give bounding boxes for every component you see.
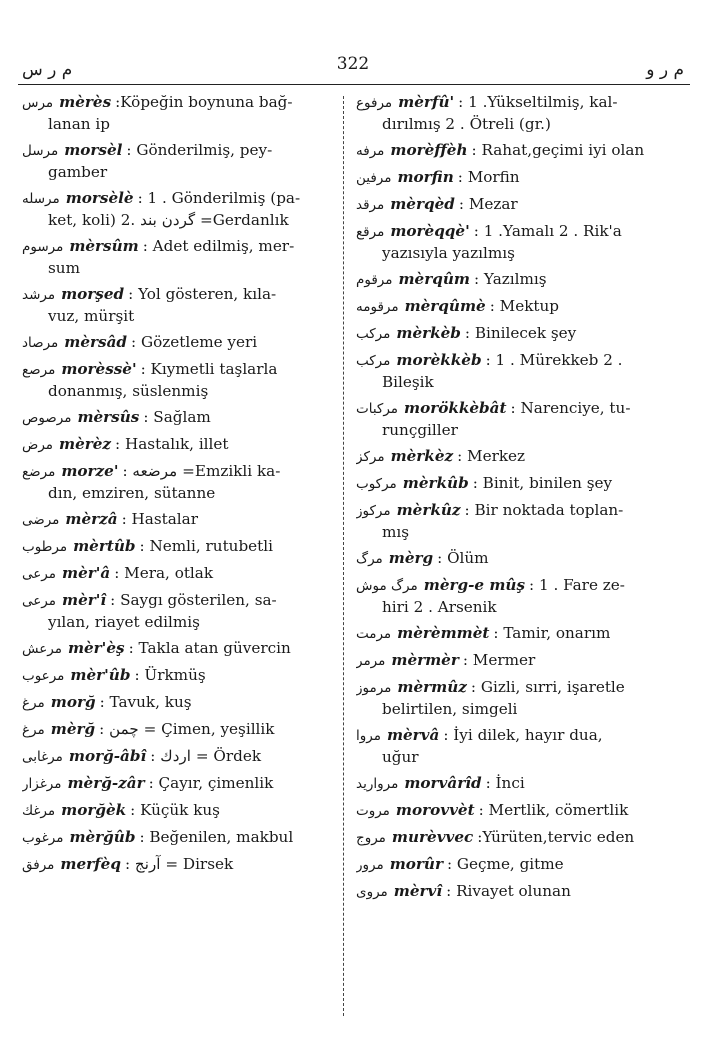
arabic-headword: مركوب xyxy=(356,476,397,492)
definition-text: : Adet edilmiş, mer- xyxy=(142,237,295,255)
dictionary-entry xyxy=(356,167,690,189)
dictionary-entry xyxy=(22,359,346,402)
dictionary-entry xyxy=(356,881,690,903)
definition-text: : اردك = Ördek xyxy=(150,747,262,765)
transliterated-headword: morèqqè' xyxy=(390,222,470,240)
definition-text: : İyi dilek, hayır dua, xyxy=(443,726,603,744)
entry-first-line xyxy=(356,269,690,291)
arabic-headword: مركب xyxy=(356,326,391,342)
definition-text: : Binit, binilen şey xyxy=(472,474,613,492)
arabic-headword: مرصع xyxy=(22,362,56,378)
definition-text: : Narenciye, tu- xyxy=(510,399,631,417)
dictionary-entry xyxy=(22,590,346,633)
definition-continuation: ket, koli) 2. گردن بند =Gerdanlık xyxy=(48,211,289,229)
entry-first-line xyxy=(356,473,690,495)
entry-first-line xyxy=(356,623,690,645)
dictionary-entry xyxy=(356,221,690,264)
entry-first-line xyxy=(356,881,690,903)
transliterated-headword: mèrsûs xyxy=(77,408,140,426)
definition-text: : Gizli, sırri, işaretle xyxy=(470,678,625,696)
transliterated-headword: morökkèbât xyxy=(404,399,507,417)
entry-first-line xyxy=(356,500,690,522)
arabic-headword: مروج xyxy=(356,830,386,846)
definition-continuation: mış xyxy=(382,523,410,541)
transliterated-headword: mèrğ xyxy=(50,720,96,738)
transliterated-headword: mèr'ûb xyxy=(70,666,131,684)
dictionary-entry xyxy=(22,332,346,354)
definition-continuation: Bileşik xyxy=(382,373,434,391)
dictionary-entry xyxy=(22,827,346,849)
page-number: 322 xyxy=(336,54,370,74)
arabic-headword: مرغابى xyxy=(22,749,63,765)
entry-first-line xyxy=(22,638,346,660)
arabic-headword: مرقومه xyxy=(356,299,399,315)
transliterated-headword: mèrvâ xyxy=(386,726,440,744)
arabic-headword: مرفين xyxy=(356,170,392,186)
definition-text: : Mektup xyxy=(489,297,560,315)
transliterated-headword: mèrèz xyxy=(59,435,112,453)
entry-first-line xyxy=(22,719,346,741)
definition-continuation: vuz, mürşit xyxy=(48,307,135,325)
arabic-headword: مرغزار xyxy=(22,776,62,792)
dictionary-entry xyxy=(356,296,690,318)
definition-continuation: lanan ip xyxy=(48,115,110,133)
dictionary-entry xyxy=(22,236,346,279)
arabic-headword: مرضع xyxy=(22,464,56,480)
transliterated-headword: mèrsâd xyxy=(64,333,128,351)
definition-text: : Takla atan güvercin xyxy=(128,639,291,657)
entry-first-line xyxy=(22,509,346,531)
definition-text: : Gönderilmiş, pey- xyxy=(126,141,273,159)
arabic-headword: مركوز xyxy=(356,503,391,519)
transliterated-headword: mèrkûb xyxy=(402,474,469,492)
arabic-headword: مرسوم xyxy=(22,239,64,255)
entry-first-line xyxy=(22,854,346,876)
definition-text: : Mermer xyxy=(462,651,536,669)
entry-first-line xyxy=(356,167,690,189)
dictionary-entry xyxy=(356,623,690,645)
dictionary-entry xyxy=(22,746,346,768)
entry-first-line xyxy=(356,677,690,699)
transliterated-headword: morovvèt xyxy=(395,801,475,819)
transliterated-headword: mèrèmmèt xyxy=(397,624,490,642)
definition-text: : Ölüm xyxy=(437,549,489,567)
transliterated-headword: morğ xyxy=(50,693,96,711)
transliterated-headword: morşed xyxy=(61,285,125,303)
definition-text: : Binilecek şey xyxy=(464,324,577,342)
dictionary-entry xyxy=(22,188,346,231)
transliterated-headword: mèrqûm xyxy=(398,270,470,288)
arabic-headword: مرور xyxy=(356,857,384,873)
arabic-headword: مرمت xyxy=(356,626,392,642)
dictionary-entry xyxy=(22,92,346,135)
entry-first-line xyxy=(22,140,346,162)
transliterated-headword: mèrvî xyxy=(393,882,443,900)
arabic-headword: مرعى xyxy=(22,593,56,609)
dictionary-entry xyxy=(22,461,346,504)
page-header xyxy=(0,52,706,82)
definition-text: : Ürkmüş xyxy=(134,666,206,684)
arabic-headword: مرس xyxy=(22,95,54,111)
entry-first-line xyxy=(356,350,690,372)
entry-first-line xyxy=(356,650,690,672)
entry-first-line xyxy=(22,827,346,849)
dictionary-entry xyxy=(356,323,690,345)
definition-text: : 1 . Gönderilmiş (pa- xyxy=(137,189,301,207)
transliterated-headword: mèrkûz xyxy=(396,501,461,519)
transliterated-headword: morsèl xyxy=(64,141,123,159)
arabic-headword: مرقع xyxy=(356,224,385,240)
arabic-headword: مروت xyxy=(356,803,390,819)
definition-text: : Mera, otlak xyxy=(114,564,214,582)
arabic-headword: مرفق xyxy=(22,857,55,873)
transliterated-headword: mèrkèz xyxy=(390,447,454,465)
definition-continuation: sum xyxy=(48,259,80,277)
dictionary-entry xyxy=(22,719,346,741)
entry-first-line xyxy=(356,398,690,420)
definition-continuation: yılan, riayet edilmiş xyxy=(48,613,200,631)
definition-text: : Kıymetli taşlarla xyxy=(140,360,278,378)
arabic-headword: مرسل xyxy=(22,143,59,159)
dictionary-entry xyxy=(356,398,690,441)
transliterated-headword: mèrkèb xyxy=(396,324,461,342)
entry-first-line xyxy=(356,221,690,243)
definition-text: : Morfin xyxy=(457,168,520,186)
entry-first-line xyxy=(22,407,346,429)
definition-text: : Bir noktada toplan- xyxy=(464,501,624,519)
transliterated-headword: mèrès xyxy=(59,93,112,111)
arabic-headword: مرضى xyxy=(22,512,60,528)
dictionary-entry xyxy=(22,509,346,531)
arabic-headword: مركبات xyxy=(356,401,399,417)
transliterated-headword: morğèk xyxy=(61,801,127,819)
entry-first-line xyxy=(22,536,346,558)
definition-text: : Hastalık, illet xyxy=(115,435,229,453)
arabic-headword: مرموز xyxy=(356,680,392,696)
header-rule xyxy=(18,84,690,85)
entry-first-line xyxy=(22,359,346,381)
entry-first-line xyxy=(22,746,346,768)
transliterated-headword: morûr xyxy=(389,855,443,873)
definition-text: : مرضعه =Emzikli ka- xyxy=(122,462,281,480)
arabic-headword: مرض xyxy=(22,437,54,453)
arabic-headword: مرفوع xyxy=(356,95,393,111)
transliterated-headword: mèrqèd xyxy=(390,195,455,213)
dictionary-entry xyxy=(22,692,346,714)
transliterated-headword: morèkkèb xyxy=(396,351,482,369)
definition-text: : Hastalar xyxy=(121,510,198,528)
definition-text: : Küçük kuş xyxy=(130,801,220,819)
arabic-headword: مرغك xyxy=(22,803,56,819)
definition-text: : Sağlam xyxy=(143,408,211,426)
definition-text: : آرنج = Dirsek xyxy=(124,855,234,873)
arabic-headword: مرغ xyxy=(22,722,45,738)
definition-continuation: gamber xyxy=(48,163,108,181)
transliterated-headword: morfin xyxy=(397,168,454,186)
entry-first-line xyxy=(356,773,690,795)
transliterated-headword: morvârîd xyxy=(404,774,482,792)
entry-first-line xyxy=(356,827,690,849)
definition-text: :Yürüten,tervic eden xyxy=(477,828,635,846)
transliterated-headword: mèrğûb xyxy=(69,828,136,846)
arabic-headword: مرصاد xyxy=(22,335,59,351)
dictionary-entry xyxy=(356,773,690,795)
definition-text: : Geçme, gitme xyxy=(446,855,564,873)
transliterated-headword: mèrqûmè xyxy=(404,297,486,315)
arabic-headword: مرغوب xyxy=(22,830,64,846)
transliterated-headword: mèrzâ xyxy=(65,510,118,528)
dictionary-entry xyxy=(22,434,346,456)
entry-first-line xyxy=(356,575,690,597)
arabic-headword: مروا xyxy=(356,728,381,744)
transliterated-headword: mèrsûm xyxy=(69,237,139,255)
transliterated-headword: morèffèh xyxy=(390,141,468,159)
arabic-headword: مرفه xyxy=(356,143,385,159)
entry-first-line xyxy=(356,854,690,876)
definition-continuation: yazısıyla yazılmış xyxy=(382,244,515,262)
entry-first-line xyxy=(356,92,690,114)
arabic-headword: مرغ xyxy=(22,695,45,711)
dictionary-entry xyxy=(356,500,690,543)
arabic-headword: مرگ xyxy=(356,551,383,567)
dictionary-entry xyxy=(22,407,346,429)
definition-continuation: donanmış, süslenmiş xyxy=(48,382,209,400)
definition-text: :Köpeğin boynuna bağ- xyxy=(115,93,293,111)
arabic-headword: مركز xyxy=(356,449,385,465)
arabic-headword: مرقد xyxy=(356,197,385,213)
definition-text: : Mezar xyxy=(458,195,518,213)
definition-text: : Rivayet olunan xyxy=(446,882,571,900)
transliterated-headword: merfèq xyxy=(60,855,121,873)
arabic-headword: مرطوب xyxy=(22,539,68,555)
transliterated-headword: mèrmûz xyxy=(397,678,467,696)
arabic-headword: مرسله xyxy=(22,191,60,207)
transliterated-headword: morsèlè xyxy=(65,189,134,207)
dictionary-entry xyxy=(356,548,690,570)
transliterated-headword: mèrg xyxy=(388,549,434,567)
dictionary-entry xyxy=(22,140,346,183)
transliterated-headword: mèrmèr xyxy=(391,651,459,669)
definition-continuation: dın, emziren, sütanne xyxy=(48,484,216,502)
header-right-letters: م ر و xyxy=(646,60,684,80)
dictionary-entry xyxy=(356,350,690,393)
transliterated-headword: murèvvec xyxy=(391,828,474,846)
dictionary-entry xyxy=(356,446,690,468)
dictionary-entry xyxy=(22,536,346,558)
transliterated-headword: morèssè' xyxy=(61,360,137,378)
dictionary-entry xyxy=(22,800,346,822)
definition-continuation: hiri 2 . Arsenik xyxy=(382,598,497,616)
entry-first-line xyxy=(22,665,346,687)
dictionary-entry xyxy=(356,269,690,291)
definition-text: : Nemli, rutubetli xyxy=(139,537,273,555)
entry-first-line xyxy=(22,92,346,114)
definition-text: : 1 .Yükseltilmiş, kal- xyxy=(458,93,618,111)
transliterated-headword: mèr'â xyxy=(62,564,111,582)
arabic-headword: مركب xyxy=(356,353,391,369)
transliterated-headword: mèrg-e mûş xyxy=(423,576,526,594)
transliterated-headword: morze' xyxy=(61,462,119,480)
entry-first-line xyxy=(356,725,690,747)
entry-first-line xyxy=(22,461,346,483)
dictionary-entry xyxy=(22,638,346,660)
entry-first-line xyxy=(22,332,346,354)
arabic-headword: مرواريد xyxy=(356,776,399,792)
definition-continuation: dırılmış 2 . Ötreli (gr.) xyxy=(382,115,551,133)
dictionary-entry xyxy=(356,575,690,618)
definition-text: : Beğenilen, makbul xyxy=(139,828,294,846)
entry-first-line xyxy=(356,296,690,318)
arabic-headword: مرصوص xyxy=(22,410,72,426)
dictionary-entry xyxy=(22,563,346,585)
arabic-headword: مرگ موش xyxy=(356,578,418,594)
entry-first-line xyxy=(22,236,346,258)
entry-first-line xyxy=(22,773,346,795)
definition-text: : Merkez xyxy=(457,447,526,465)
dictionary-entry xyxy=(22,773,346,795)
arabic-headword: مرقوم xyxy=(356,272,393,288)
definition-text: : Saygı gösterilen, sa- xyxy=(110,591,277,609)
entry-first-line xyxy=(22,590,346,612)
definition-text: : 1 .Yamalı 2 . Rik'a xyxy=(473,222,622,240)
transliterated-headword: mèr'èş xyxy=(67,639,125,657)
definition-text: : Yazılmış xyxy=(473,270,547,288)
arabic-headword: مرعى xyxy=(22,566,56,582)
entry-first-line xyxy=(22,284,346,306)
dictionary-entry xyxy=(356,827,690,849)
dictionary-entry xyxy=(22,284,346,327)
definition-text: : Tavuk, kuş xyxy=(99,693,192,711)
transliterated-headword: mèrfû' xyxy=(398,93,455,111)
definition-text: : Mertlik, cömertlik xyxy=(478,801,629,819)
arabic-headword: مرشد xyxy=(22,287,56,303)
arabic-headword: مرعش xyxy=(22,641,62,657)
arabic-headword: مروى xyxy=(356,884,388,900)
entry-first-line xyxy=(22,188,346,210)
entry-first-line xyxy=(22,563,346,585)
dictionary-entry xyxy=(356,473,690,495)
left-column xyxy=(22,92,346,881)
dictionary-entry xyxy=(356,140,690,162)
dictionary-entry xyxy=(356,854,690,876)
entry-first-line xyxy=(22,434,346,456)
definition-text: : Çayır, çimenlik xyxy=(148,774,274,792)
dictionary-entry xyxy=(356,650,690,672)
transliterated-headword: mèr'î xyxy=(62,591,107,609)
entry-first-line xyxy=(356,323,690,345)
definition-text: : İnci xyxy=(485,774,525,792)
entry-first-line xyxy=(356,800,690,822)
entry-first-line xyxy=(356,548,690,570)
dictionary-entry xyxy=(356,677,690,720)
dictionary-entry xyxy=(356,800,690,822)
entry-first-line xyxy=(356,140,690,162)
transliterated-headword: morğ-âbî xyxy=(68,747,147,765)
transliterated-headword: mèrğ-zâr xyxy=(67,774,145,792)
arabic-headword: مرعوب xyxy=(22,668,65,684)
definition-text: : چمن = Çimen, yeşillik xyxy=(99,720,275,738)
definition-text: : Yol gösteren, kıla- xyxy=(128,285,277,303)
definition-text: : Gözetleme yeri xyxy=(131,333,258,351)
header-left-letters: م ر س xyxy=(22,60,73,80)
entry-first-line xyxy=(356,446,690,468)
dictionary-entry xyxy=(356,92,690,135)
transliterated-headword: mèrtûb xyxy=(73,537,136,555)
dictionary-entry xyxy=(356,725,690,768)
definition-text: : 1 . Mürekkeb 2 . xyxy=(485,351,623,369)
right-column xyxy=(356,92,690,908)
definition-text: : Rahat,geçimi iyi olan xyxy=(471,141,645,159)
entry-first-line xyxy=(22,692,346,714)
entry-first-line xyxy=(356,194,690,216)
definition-text: : Tamir, onarım xyxy=(493,624,611,642)
dictionary-entry xyxy=(356,194,690,216)
definition-continuation: uğur xyxy=(382,748,419,766)
dictionary-entry xyxy=(22,854,346,876)
arabic-headword: مرمر xyxy=(356,653,386,669)
entry-first-line xyxy=(22,800,346,822)
definition-continuation: runçgiller xyxy=(382,421,458,439)
definition-continuation: belirtilen, simgeli xyxy=(382,700,518,718)
dictionary-entry xyxy=(22,665,346,687)
definition-text: : 1 . Fare ze- xyxy=(529,576,625,594)
